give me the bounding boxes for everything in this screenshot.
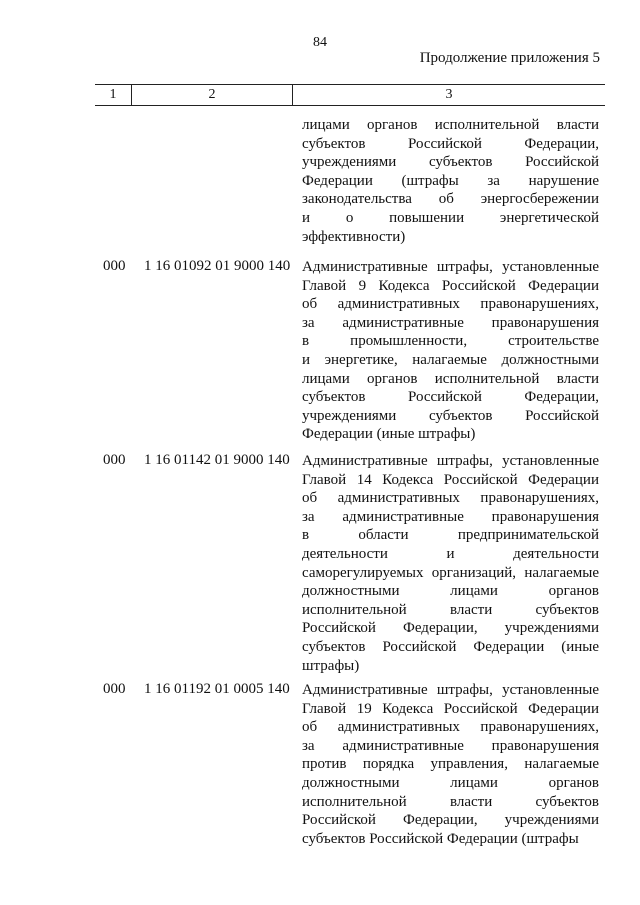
description-line: деятельности и деятельности	[302, 545, 599, 562]
table-header	[95, 84, 605, 106]
description-line: Административные штрафы, установленные	[302, 453, 599, 469]
description-line: должностными лицами органов	[302, 774, 599, 791]
description-line: Административные штрафы, установленные	[302, 259, 599, 275]
description-line: Российской Федерации, учреждениями	[302, 620, 599, 637]
description-line: за административные правонарушения	[302, 314, 599, 331]
description-line: должностными лицами органов	[302, 583, 599, 600]
appendix-continuation-note: Продолжение приложения 5	[419, 50, 600, 66]
row-admin-code: 000	[103, 681, 126, 697]
description-line: субъектов Российской Федерации (иные	[302, 638, 599, 655]
description-line: исполнительной власти субъектов	[302, 601, 599, 618]
row-description	[302, 452, 599, 675]
row-description	[302, 116, 599, 246]
row-budget-code: 1 16 01142 01 9000 140	[144, 452, 290, 468]
description-line: субъектов Российской Федерации,	[302, 389, 599, 406]
description-line: Федерации (штрафы за нарушение	[302, 172, 599, 189]
description-line: и о повышении энергетической	[302, 209, 599, 226]
description-line: штрафы)	[302, 657, 360, 674]
description-line: об административных правонарушениях,	[302, 296, 599, 313]
description-line: учреждениями субъектов Российской	[302, 407, 599, 424]
header-col-1: 1	[95, 85, 132, 105]
page-number: 84	[313, 35, 327, 50]
row-budget-code: 1 16 01192 01 0005 140	[144, 681, 290, 697]
header-col-2: 2	[132, 85, 293, 105]
description-line: за административные правонарушения	[302, 737, 599, 754]
description-line: об административных правонарушениях,	[302, 719, 599, 736]
description-line: за административные правонарушения	[302, 508, 599, 525]
description-line: против порядка управления, налагаемые	[302, 756, 599, 773]
description-line: Главой 19 Кодекса Российской Федерации	[302, 700, 599, 717]
description-line: исполнительной власти субъектов	[302, 793, 599, 810]
row-description	[302, 681, 599, 848]
row-budget-code: 1 16 01092 01 9000 140	[144, 258, 291, 274]
description-line: и энергетике, налагаемые должностными	[302, 351, 599, 368]
description-line: субъектов Российской Федерации (штрафы	[302, 830, 579, 847]
description-line: лицами органов исполнительной власти	[302, 117, 599, 133]
header-col-3: 3	[445, 87, 453, 102]
description-line: Административные штрафы, установленные	[302, 682, 599, 698]
description-line: саморегулируемых организаций, налагаемые	[302, 564, 599, 581]
description-line: эффективности)	[302, 228, 406, 245]
description-line: учреждениями субъектов Российской	[302, 154, 599, 171]
description-line: законодательства об энергосбережении	[302, 191, 599, 208]
description-line: в промышленности, строительстве	[302, 333, 599, 350]
description-line: лицами органов исполнительной власти	[302, 370, 599, 387]
description-line: Федерации (иные штрафы)	[302, 426, 476, 443]
description-line: Российской Федерации, учреждениями	[302, 812, 599, 829]
description-line: в области предпринимательской	[302, 527, 599, 544]
description-line: Главой 14 Кодекса Российской Федерации	[302, 471, 599, 488]
description-line: об административных правонарушениях,	[302, 490, 599, 507]
description-line: Главой 9 Кодекса Российской Федерации	[302, 277, 599, 294]
row-description	[302, 258, 599, 444]
row-admin-code: 000	[103, 452, 126, 468]
description-line: субъектов Российской Федерации,	[302, 135, 599, 152]
row-admin-code: 000	[103, 258, 126, 274]
